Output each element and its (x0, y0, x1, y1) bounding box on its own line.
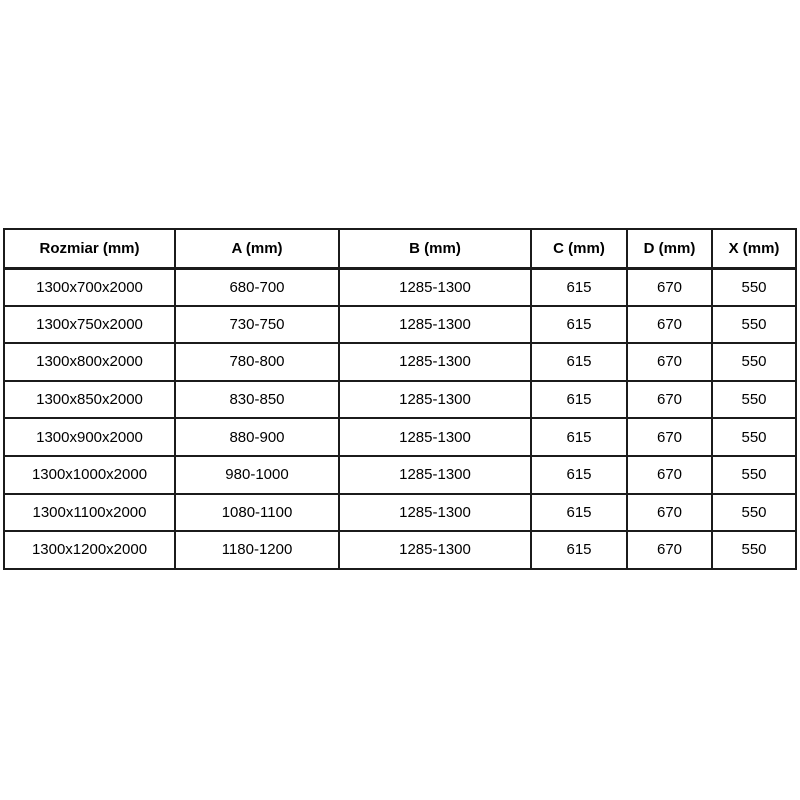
table-cell: 880-900 (175, 418, 339, 456)
table-cell: 1300x750x2000 (4, 306, 175, 344)
table-cell: 1285-1300 (339, 418, 531, 456)
table-cell: 670 (627, 531, 712, 569)
table-cell: 670 (627, 494, 712, 532)
table-cell: 1285-1300 (339, 343, 531, 381)
column-header-x: X (mm) (712, 229, 796, 268)
table-cell: 550 (712, 494, 796, 532)
table-cell: 680-700 (175, 268, 339, 306)
table-cell: 615 (531, 531, 627, 569)
table-cell: 1285-1300 (339, 268, 531, 306)
table-cell: 550 (712, 343, 796, 381)
table-cell: 670 (627, 381, 712, 419)
table-cell: 1300x700x2000 (4, 268, 175, 306)
table-cell: 1300x1100x2000 (4, 494, 175, 532)
table-cell: 980-1000 (175, 456, 339, 494)
table-cell: 1300x800x2000 (4, 343, 175, 381)
table-cell: 615 (531, 306, 627, 344)
table-row (4, 343, 796, 381)
table-row (4, 531, 796, 569)
column-header-b: B (mm) (339, 229, 531, 268)
table-row (4, 418, 796, 456)
table-row (4, 456, 796, 494)
table-cell: 615 (531, 268, 627, 306)
table-row (4, 229, 796, 268)
table-cell: 1300x900x2000 (4, 418, 175, 456)
column-header-rozmiar: Rozmiar (mm) (4, 229, 175, 268)
table-cell: 550 (712, 381, 796, 419)
table-cell: 615 (531, 456, 627, 494)
table-cell: 1300x850x2000 (4, 381, 175, 419)
table-cell: 550 (712, 418, 796, 456)
table-cell: 1285-1300 (339, 494, 531, 532)
table-row (4, 381, 796, 419)
table-cell: 615 (531, 494, 627, 532)
table-cell: 1285-1300 (339, 456, 531, 494)
table-row (4, 494, 796, 532)
table-cell: 615 (531, 343, 627, 381)
table-body (4, 268, 796, 569)
column-header-d: D (mm) (627, 229, 712, 268)
table-cell: 670 (627, 456, 712, 494)
table-cell: 730-750 (175, 306, 339, 344)
table-cell: 1300x1000x2000 (4, 456, 175, 494)
table-cell: 550 (712, 456, 796, 494)
table-cell: 1285-1300 (339, 381, 531, 419)
table-cell: 550 (712, 268, 796, 306)
table-header-row (4, 229, 796, 268)
table-cell: 1285-1300 (339, 306, 531, 344)
table-cell: 670 (627, 418, 712, 456)
dimensions-table (3, 228, 797, 570)
table-cell: 1300x1200x2000 (4, 531, 175, 569)
table-cell: 670 (627, 306, 712, 344)
table-cell: 1080-1100 (175, 494, 339, 532)
table-cell: 1285-1300 (339, 531, 531, 569)
table-cell: 830-850 (175, 381, 339, 419)
column-header-c: C (mm) (531, 229, 627, 268)
table-cell: 670 (627, 268, 712, 306)
table-row (4, 268, 796, 306)
table-cell: 550 (712, 306, 796, 344)
table-cell: 1180-1200 (175, 531, 339, 569)
table-cell: 615 (531, 381, 627, 419)
table-row (4, 306, 796, 344)
table-cell: 780-800 (175, 343, 339, 381)
table-cell: 670 (627, 343, 712, 381)
table-cell: 615 (531, 418, 627, 456)
column-header-a: A (mm) (175, 229, 339, 268)
table-cell: 550 (712, 531, 796, 569)
